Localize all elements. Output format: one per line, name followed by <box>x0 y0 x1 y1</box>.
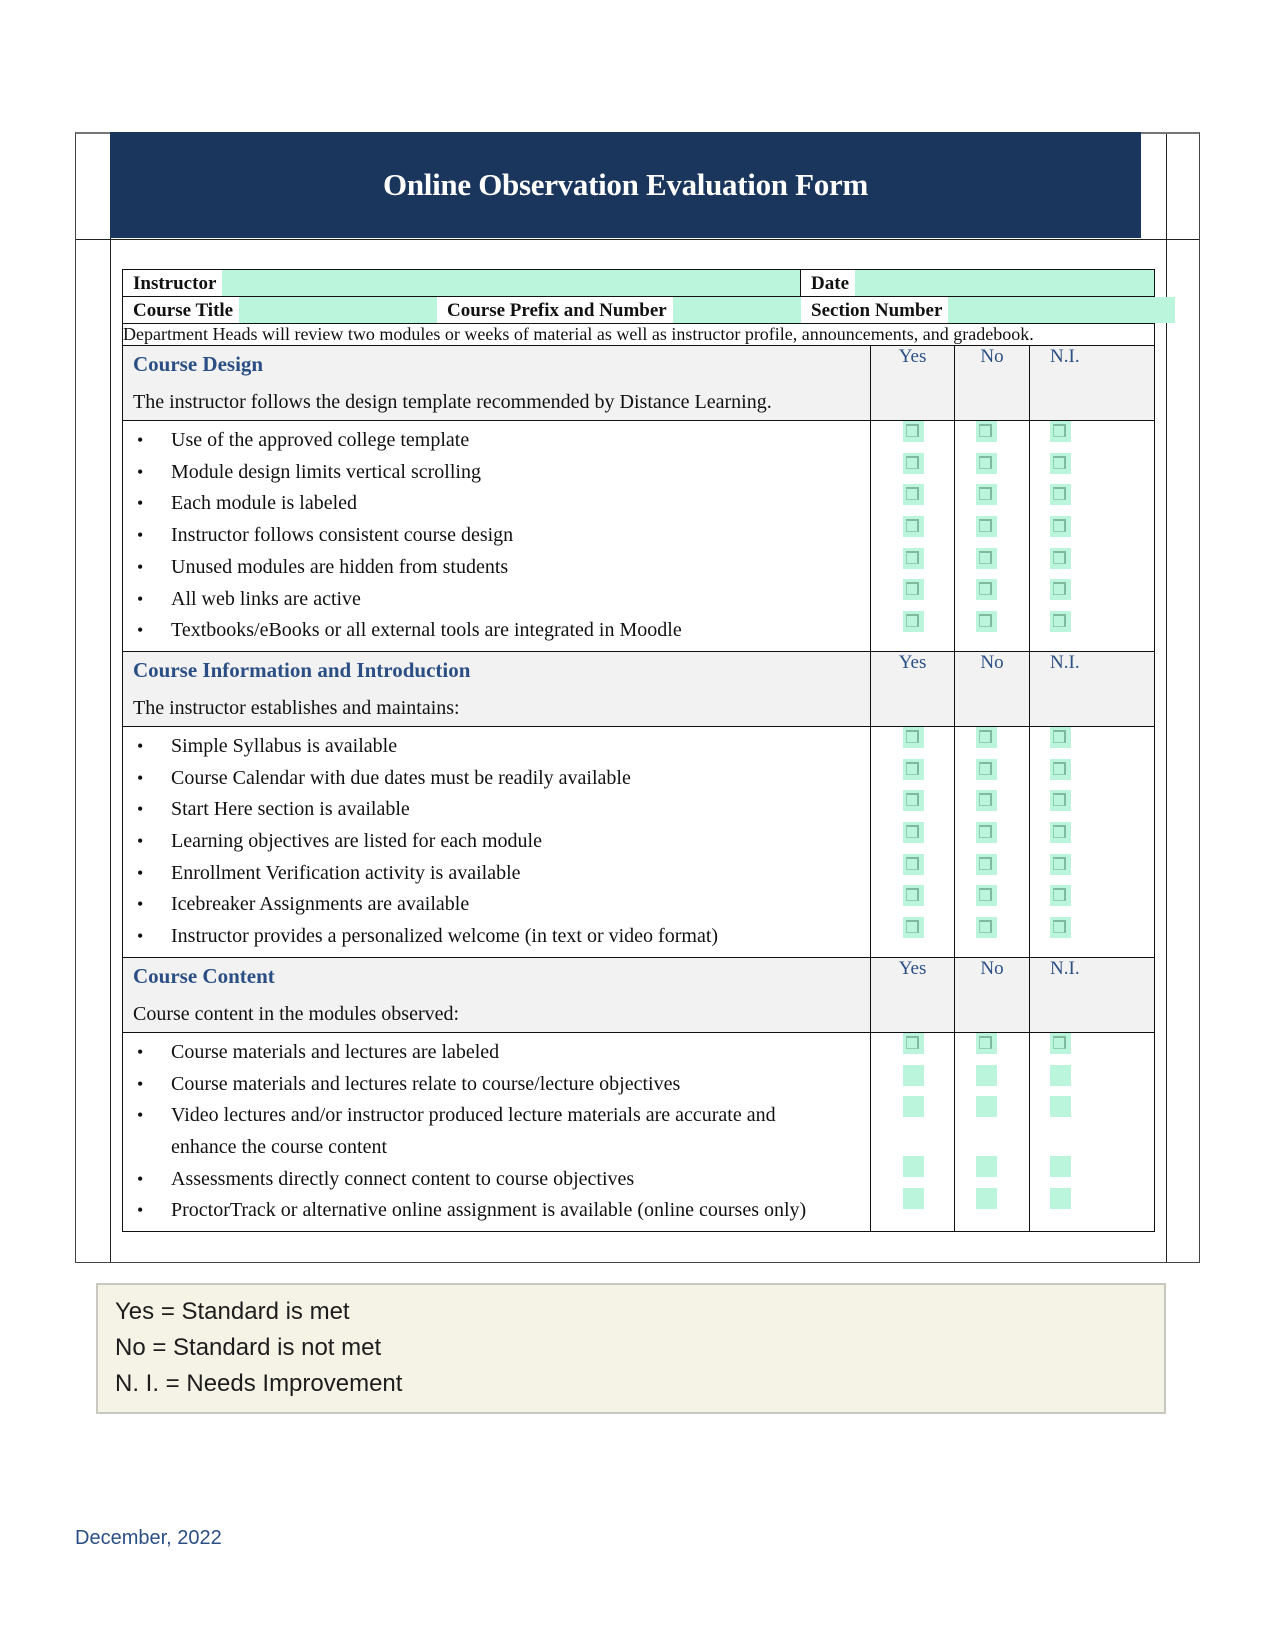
instructor-label: Instructor <box>123 270 222 296</box>
checkbox-no[interactable] <box>976 1033 997 1054</box>
checkbox-yes[interactable] <box>903 790 924 811</box>
checkbox-ni[interactable] <box>1050 885 1071 906</box>
criteria-list <box>123 421 870 651</box>
yes-checkbox-column <box>871 726 955 957</box>
section-number-cell <box>801 297 1155 324</box>
column-header-ni: N.I. <box>1030 346 1155 421</box>
checkbox-ni[interactable] <box>1050 790 1071 811</box>
frame-divider <box>76 239 1199 240</box>
yes-checkbox-column <box>871 1032 955 1231</box>
legend-item-yes: Yes = Standard is met <box>115 1298 350 1325</box>
checkbox-yes[interactable] <box>903 548 924 569</box>
checkbox-yes[interactable] <box>903 1096 924 1117</box>
no-checkbox-column <box>955 1032 1030 1231</box>
checkbox-no[interactable] <box>976 759 997 780</box>
ni-checkbox-column <box>1030 726 1155 957</box>
checkbox-no[interactable] <box>976 1156 997 1177</box>
checkbox-no[interactable] <box>976 484 997 505</box>
checkbox-no[interactable] <box>976 822 997 843</box>
checkbox-yes[interactable] <box>903 421 924 442</box>
list-item: • ProctorTrack or alternative online assignment is available (online courses only) <box>133 1195 830 1227</box>
checkbox-yes[interactable] <box>903 453 924 474</box>
course-title-label: Course Title <box>123 297 239 323</box>
checkbox-yes[interactable] <box>903 1156 924 1177</box>
course-title-cell <box>123 297 437 324</box>
section-number-label: Section Number <box>801 297 948 323</box>
checkbox-yes[interactable] <box>903 854 924 875</box>
checkbox-ni[interactable] <box>1050 611 1071 632</box>
checkbox-ni[interactable] <box>1050 1033 1071 1054</box>
instructor-field[interactable] <box>222 270 800 296</box>
footer-date: December, 2022 <box>75 1527 222 1549</box>
checkbox-yes[interactable] <box>903 917 924 938</box>
checkbox-no[interactable] <box>976 727 997 748</box>
checkbox-yes[interactable] <box>903 822 924 843</box>
section-number-field[interactable] <box>948 297 1175 323</box>
list-item: • Unused modules are hidden from students <box>133 552 870 584</box>
checkbox-ni[interactable] <box>1050 1065 1071 1086</box>
list-item: • Module design limits vertical scrolling <box>133 457 870 489</box>
checkbox-yes[interactable] <box>903 1033 924 1054</box>
rating-legend <box>96 1283 1166 1414</box>
checkbox-no[interactable] <box>976 421 997 442</box>
checkbox-yes[interactable] <box>903 579 924 600</box>
list-item: • Instructor follows consistent course design <box>133 520 870 552</box>
date-label: Date <box>801 270 855 296</box>
list-item: • Start Here section is available <box>133 794 870 826</box>
list-item: • Icebreaker Assignments are available <box>133 889 870 921</box>
list-item: • Textbooks/eBooks or all external tools are integrated in Moodle <box>133 615 870 647</box>
frame-divider <box>110 134 111 1262</box>
column-header-ni: N.I. <box>1030 651 1155 726</box>
course-title-field[interactable] <box>239 297 466 323</box>
checkbox-yes[interactable] <box>903 611 924 632</box>
section-header-course-content <box>123 957 871 1032</box>
criteria-list-cell <box>123 421 871 652</box>
checkbox-ni[interactable] <box>1050 453 1071 474</box>
yes-checkbox-column <box>871 421 955 652</box>
checkbox-ni[interactable] <box>1050 917 1071 938</box>
legend-item-no: No = Standard is not met <box>115 1334 382 1361</box>
checkbox-no[interactable] <box>976 854 997 875</box>
section-header-course-design <box>123 346 871 421</box>
checkbox-no[interactable] <box>976 611 997 632</box>
list-item: • Instructor provides a personalized welcome (in text or video format) <box>133 921 870 953</box>
ni-checkbox-column <box>1030 421 1155 652</box>
list-item: • Learning objectives are listed for each module <box>133 826 870 858</box>
list-item: • Assessments directly connect content to course objectives <box>133 1164 830 1196</box>
checkbox-no[interactable] <box>976 548 997 569</box>
column-header-no: No <box>955 346 1030 421</box>
column-header-yes: Yes <box>871 957 955 1032</box>
criteria-list-cell <box>123 1032 871 1231</box>
checkbox-yes[interactable] <box>903 1065 924 1086</box>
checkbox-ni[interactable] <box>1050 1096 1071 1117</box>
checkbox-ni[interactable] <box>1050 516 1071 537</box>
list-item: • Enrollment Verification activity is available <box>133 858 870 890</box>
section-description: The instructor establishes and maintains: <box>133 696 460 719</box>
criteria-list-cell <box>123 726 871 957</box>
checkbox-ni[interactable] <box>1050 822 1071 843</box>
checkbox-no[interactable] <box>976 1065 997 1086</box>
checkbox-ni[interactable] <box>1050 1188 1071 1209</box>
legend-item-ni: N. I. = Needs Improvement <box>115 1370 403 1397</box>
checkbox-ni[interactable] <box>1050 854 1071 875</box>
no-checkbox-column <box>955 421 1030 652</box>
checkbox-ni[interactable] <box>1050 1156 1071 1177</box>
column-header-yes: Yes <box>871 346 955 421</box>
checkbox-yes[interactable] <box>903 759 924 780</box>
section-header-course-information <box>123 651 871 726</box>
list-item: • Course materials and lectures are labeled <box>133 1037 830 1069</box>
checkbox-ni[interactable] <box>1050 759 1071 780</box>
checkbox-no[interactable] <box>976 790 997 811</box>
list-item: • Video lectures and/or instructor produced lecture materials are accurate and enhance the course content <box>133 1100 830 1163</box>
checkbox-no[interactable] <box>976 1188 997 1209</box>
checkbox-ni[interactable] <box>1050 727 1071 748</box>
checkbox-ni[interactable] <box>1050 484 1071 505</box>
review-note: Department Heads will review two modules or weeks of material as well as instructor profile, announcements, and gradebook. <box>123 324 1155 346</box>
list-item: • Each module is labeled <box>133 488 870 520</box>
checkbox-yes[interactable] <box>903 516 924 537</box>
checkbox-no[interactable] <box>976 885 997 906</box>
page-title: Online Observation Evaluation Form <box>383 167 868 202</box>
checkbox-yes[interactable] <box>903 484 924 505</box>
section-title: Course Content <box>133 963 275 988</box>
course-prefix-label: Course Prefix and Number <box>437 297 673 323</box>
section-title: Course Information and Introduction <box>133 657 471 682</box>
section-description: The instructor follows the design template recommended by Distance Learning. <box>133 391 772 413</box>
checkbox-no[interactable] <box>976 453 997 474</box>
criteria-list <box>123 1033 870 1231</box>
no-checkbox-column <box>955 726 1030 957</box>
checkbox-ni[interactable] <box>1050 421 1071 442</box>
column-header-yes: Yes <box>871 651 955 726</box>
checkbox-no[interactable] <box>976 516 997 537</box>
checkbox-no[interactable] <box>976 917 997 938</box>
title-banner <box>110 132 1141 238</box>
instructor-cell <box>123 270 801 297</box>
date-cell <box>801 270 1155 297</box>
column-header-ni: N.I. <box>1030 957 1155 1032</box>
list-item: • Use of the approved college template <box>133 425 870 457</box>
checkbox-ni[interactable] <box>1050 579 1071 600</box>
date-field[interactable] <box>855 270 1154 296</box>
list-item: • Course Calendar with due dates must be readily available <box>133 763 870 795</box>
section-title: Course Design <box>133 352 264 376</box>
checkbox-yes[interactable] <box>903 727 924 748</box>
ni-checkbox-column <box>1030 1032 1155 1231</box>
course-prefix-cell <box>437 297 801 324</box>
list-item: • All web links are active <box>133 584 870 616</box>
list-item: • Simple Syllabus is available <box>133 731 870 763</box>
section-description: Course content in the modules observed: <box>133 1002 460 1025</box>
column-header-no: No <box>955 957 1030 1032</box>
checkbox-yes[interactable] <box>903 885 924 906</box>
checkbox-ni[interactable] <box>1050 548 1071 569</box>
checkbox-yes[interactable] <box>903 1188 924 1209</box>
checkbox-no[interactable] <box>976 1096 997 1117</box>
list-item: • Course materials and lectures relate to course/lecture objectives <box>133 1069 830 1101</box>
evaluation-form <box>122 269 1155 1232</box>
criteria-list <box>123 727 870 957</box>
column-header-no: No <box>955 651 1030 726</box>
checkbox-no[interactable] <box>976 579 997 600</box>
